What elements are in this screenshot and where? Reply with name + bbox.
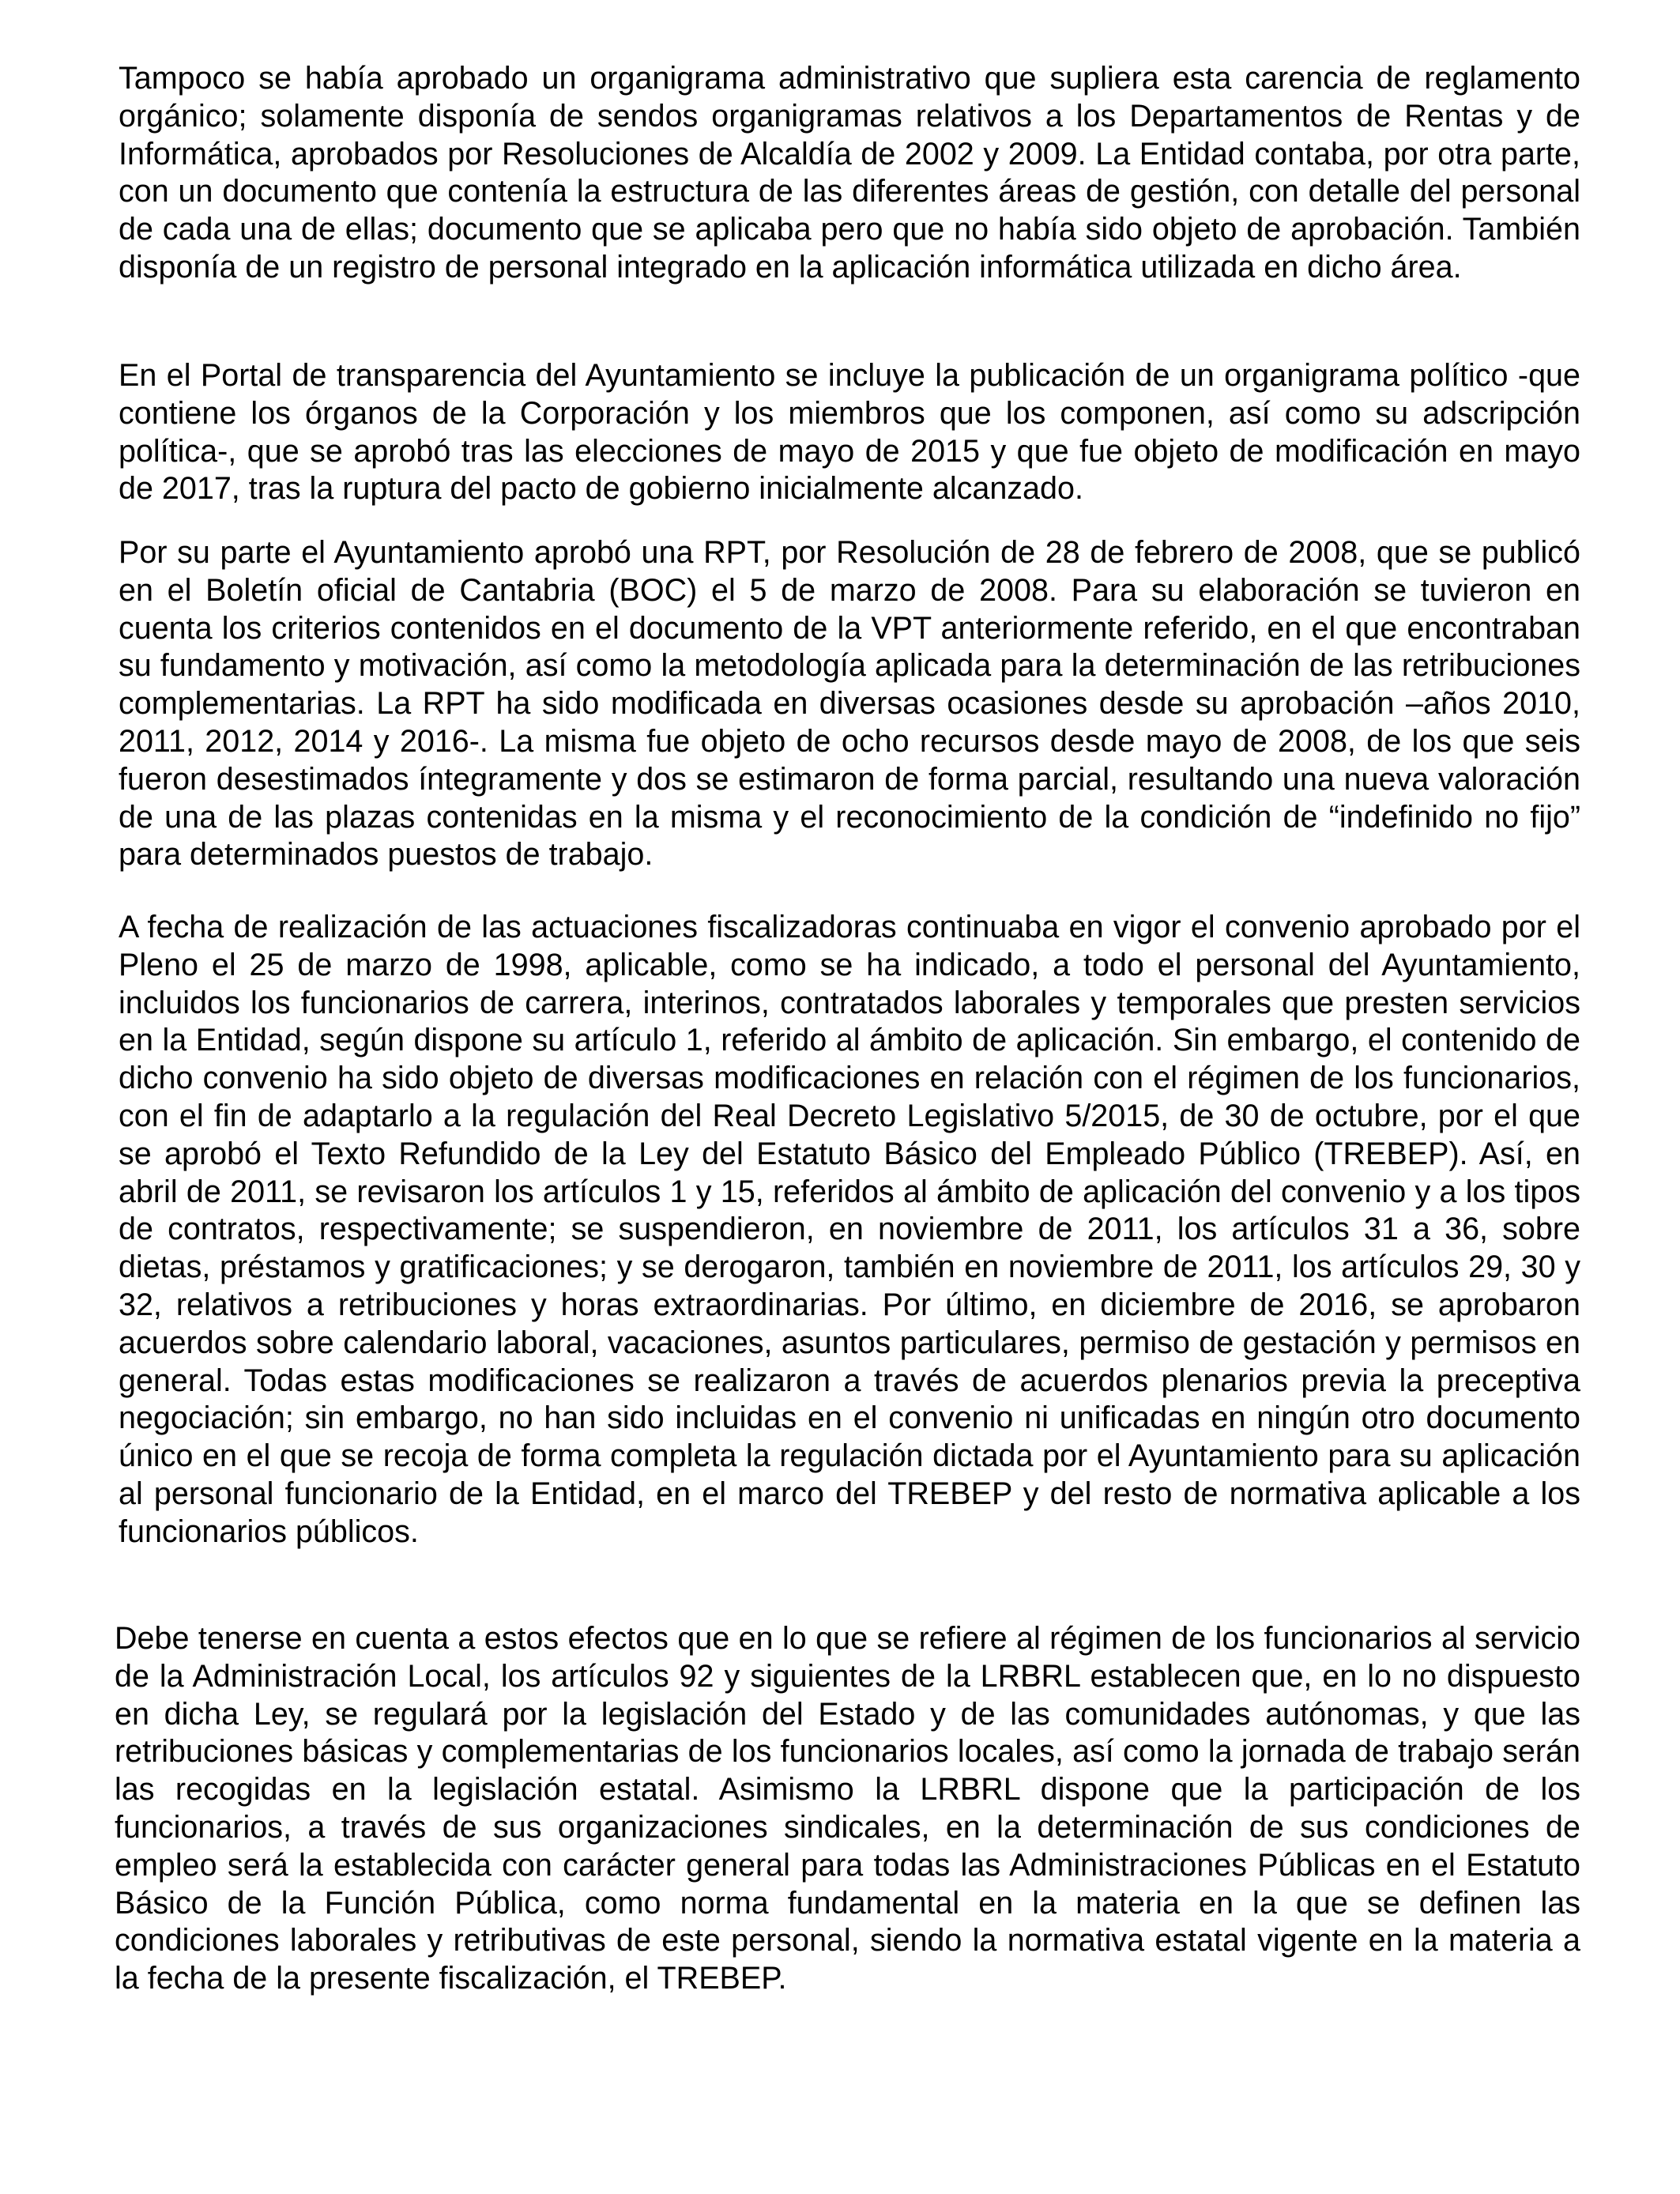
paragraph-portal-transparencia: En el Portal de transparencia del Ayuntamiento se incluye la publicación de un organigrama político -que contiene los órganos de la Corporación y los miembros que los componen, así como su adscripción política-, que se aprobó tras las elecciones de mayo de 2015 y que fue objeto de modificación en mayo de 2017, tras la ruptura del pacto de gobierno inicialmente alcanzado. <box>119 358 1580 507</box>
paragraph-rpt: Por su parte el Ayuntamiento aprobó una RPT, por Resolución de 28 de febrero de 2008, que se publicó en el Boletín oficial de Cantabria (BOC) el 5 de marzo de 2008. Para su elaboración se tuvieron en cuenta los criterios contenidos en el documento de la VPT anteriormente referido, en el que encontraban su fundamento y motivación, así como la metodología aplicada para la determinación de las retribuciones complementarias. La RPT ha sido modificada en diversas ocasiones desde su aprobación –años 2010, 2011, 2012, 2014 y 2016-. La misma fue objeto de ocho recursos desde mayo de 2008, de los que seis fueron desestimados íntegramente y dos se estimaron de forma parcial, resultando una nueva valoración de una de las plazas contenidas en la misma y el reconocimiento de la condición de “indefinido no fijo” para determinados puestos de trabajo. <box>119 535 1580 873</box>
paragraph-regimen-funcionarios: Debe tenerse en cuenta a estos efectos que en lo que se refiere al régimen de los funcionarios al servicio de la Administración Local, los artículos 92 y siguientes de la LRBRL establecen que, en lo no dispuesto en dicha Ley, se regulará por la legislación del Estado y de las comunidades autónomas, y que las retribuciones básicas y complementarias de los funcionarios locales, así como la jornada de trabajo serán las recogidas en la legislación estatal. Asimismo la LRBRL dispone que la participación de los funcionarios, a través de sus organizaciones sindicales, en la determinación de sus condiciones de empleo será la establecida con carácter general para todas las Administraciones Públicas en el Estatuto Básico de la Función Pública, como norma fundamental en la materia en la que se definen las condiciones laborales y retributivas de este personal, siendo la normativa estatal vigente en la materia a la fecha de la presente fiscalización, el TREBEP. <box>115 1621 1580 1996</box>
paragraph-organigrama-administrativo: Tampoco se había aprobado un organigrama administrativo que supliera esta carencia de reglamento orgánico; solamente disponía de sendos organigramas relativos a los Departamentos de Rentas y de Informática, aprobados por Resoluciones de Alcaldía de 2002 y 2009. La Entidad contaba, por otra parte, con un documento que contenía la estructura de las diferentes áreas de gestión, con detalle del personal de cada una de ellas; documento que se aplicaba pero que no había sido objeto de aprobación. También disponía de un registro de personal integrado en la aplicación informática utilizada en dicho área. <box>119 61 1580 285</box>
paragraph-convenio: A fecha de realización de las actuaciones fiscalizadoras continuaba en vigor el convenio aprobado por el Pleno el 25 de marzo de 1998, aplicable, como se ha indicado, a todo el personal del Ayuntamiento, incluidos los funcionarios de carrera, interinos, contratados laborales y temporales que presten servicios en la Entidad, según dispone su artículo 1, referido al ámbito de aplicación. Sin embargo, el contenido de dicho convenio ha sido objeto de diversas modificaciones en relación con el régimen de los funcionarios, con el fin de adaptarlo a la regulación del Real Decreto Legislativo 5/2015, de 30 de octubre, por el que se aprobó el Texto Refundido de la Ley del Estatuto Básico del Empleado Público (TREBEP). Así, en abril de 2011, se revisaron los artículos 1 y 15, referidos al ámbito de aplicación del convenio y a los tipos de contratos, respectivamente; se suspendieron, en noviembre de 2011, los artículos 31 a 36, sobre dietas, préstamos y gratificaciones; y se derogaron, también en noviembre de 2011, los artículos 29, 30 y 32, relativos a retribuciones y horas extraordinarias. Por último, en diciembre de 2016, se aprobaron acuerdos sobre calendario laboral, vacaciones, asuntos particulares, permiso de gestación y permisos en general. Todas estas modificaciones se realizaron a través de acuerdos plenarios previa la preceptiva negociación; sin embargo, no han sido incluidas en el convenio ni unificadas en ningún otro documento único en el que se recoja de forma completa la regulación dictada por el Ayuntamiento para su aplicación al personal funcionario de la Entidad, en el marco del TREBEP y del resto de normativa aplicable a los funcionarios públicos. <box>119 910 1580 1549</box>
